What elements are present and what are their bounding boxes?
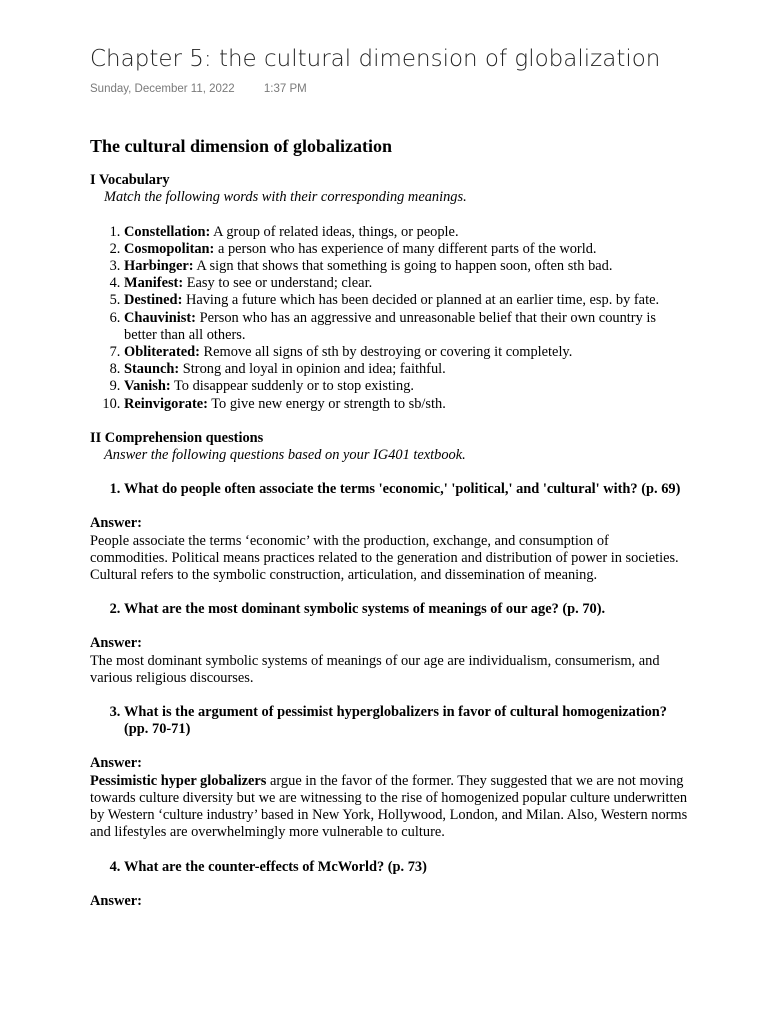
vocab-term: Destined: <box>124 292 183 309</box>
answer-text: People associate the terms ‘economic’ with the production, exchange, and consumption of commodities. Political means practices related to the generation and distribution of power in societies. Cultural refers to the symbolic construction, articulation, and dissemination of meaning. <box>90 532 679 584</box>
page-meta <box>90 83 748 95</box>
vocab-term: Reinvigorate: <box>124 395 208 412</box>
vocab-instruction: Match the following words with their corresponding meanings. <box>104 189 467 206</box>
question-list <box>90 859 690 876</box>
section-heading: The cultural dimension of globalization <box>90 136 393 156</box>
answer-label: Answer: <box>90 515 142 532</box>
vocab-list <box>90 224 690 413</box>
vocab-term: Vanish: <box>124 378 171 395</box>
question-item: 3. What is the argument of pessimist hyperglobalizers in favor of cultural homogenization? (pp. 70-71) <box>124 704 690 738</box>
vocab-term: Chauvinist: <box>124 309 196 326</box>
vocab-item <box>124 241 690 258</box>
vocab-item <box>124 258 690 275</box>
vocab-item <box>124 310 690 344</box>
question-item: 2. What are the most dominant symbolic systems of meanings of our age? (p. 70). <box>124 601 690 618</box>
answer-text <box>90 773 690 842</box>
page-date: Sunday, December 11, 2022 <box>90 83 235 95</box>
vocab-definition: A sign that shows that something is going to happen soon, often sth bad. <box>193 258 613 275</box>
question-item: 1. What do people often associate the terms 'economic,' 'political,' and 'cultural' with? (p. 69) <box>124 481 690 498</box>
answer-label: Answer: <box>90 755 142 772</box>
question-item: 4. What are the counter-effects of McWorld? (p. 73) <box>124 859 690 876</box>
answer-text: The most dominant symbolic systems of meanings of our age are individualism, consumerism, and various religious discourses. <box>90 652 660 686</box>
vocab-term: Harbinger: <box>124 258 194 275</box>
vocab-item <box>124 224 690 241</box>
vocab-heading: I Vocabulary <box>90 172 170 189</box>
vocab-definition: Remove all signs of sth by destroying or covering it completely. <box>199 344 573 361</box>
answer-label: Answer: <box>90 635 142 652</box>
vocab-term: Obliterated: <box>124 344 200 361</box>
vocab-definition: Having a future which has been decided or planned at an earlier time, esp. by fate. <box>182 292 660 309</box>
comp-heading: II Comprehension questions <box>90 429 264 446</box>
answer-label: Answer: <box>90 892 142 909</box>
comp-instruction: Answer the following questions based on your IG401 textbook. <box>104 447 466 464</box>
vocab-item <box>124 378 690 395</box>
vocab-term: Manifest: <box>124 275 184 292</box>
vocab-item <box>124 361 690 378</box>
vocab-item <box>124 275 690 292</box>
vocab-definition: Easy to see or understand; clear. <box>183 275 373 292</box>
answer-body: argue in the favor of the former. They suggested that we are not moving towards culture diversity but we are witnessing to the rise of homogenized popular culture underwritten by Western ‘culture industry’ based in New York, Hollywood, London, and Milan. Also, Western norms and lifestyles are overwhelmingly more vulnerable to culture. <box>90 772 688 841</box>
vocab-term: Constellation: <box>124 223 211 240</box>
page-header <box>90 46 748 95</box>
vocab-definition: To give new energy or strength to sb/sth. <box>207 395 446 412</box>
vocab-definition: Person who has an aggressive and unreasonable belief that their own country is better than all others. <box>124 309 656 343</box>
vocab-term: Cosmopolitan: <box>124 240 215 257</box>
page-time: 1:37 PM <box>263 83 307 95</box>
page-title: Chapter 5: the cultural dimension of globalization <box>90 46 661 72</box>
note-content[interactable] <box>90 138 690 910</box>
vocab-term: Staunch: <box>124 361 180 378</box>
vocab-definition: Strong and loyal in opinion and idea; faithful. <box>179 361 446 378</box>
vocab-definition: A group of related ideas, things, or people. <box>210 223 459 240</box>
vocab-definition: a person who has experience of many different parts of the world. <box>214 240 597 257</box>
answer-bold-term: Pessimistic hyper globalizers <box>90 772 267 789</box>
question-list <box>90 481 690 498</box>
question-list <box>90 601 690 618</box>
vocab-item <box>124 344 690 361</box>
vocab-item <box>124 292 690 309</box>
vocab-item <box>124 396 690 413</box>
question-list <box>90 704 690 738</box>
vocab-definition: To disappear suddenly or to stop existing. <box>170 378 415 395</box>
